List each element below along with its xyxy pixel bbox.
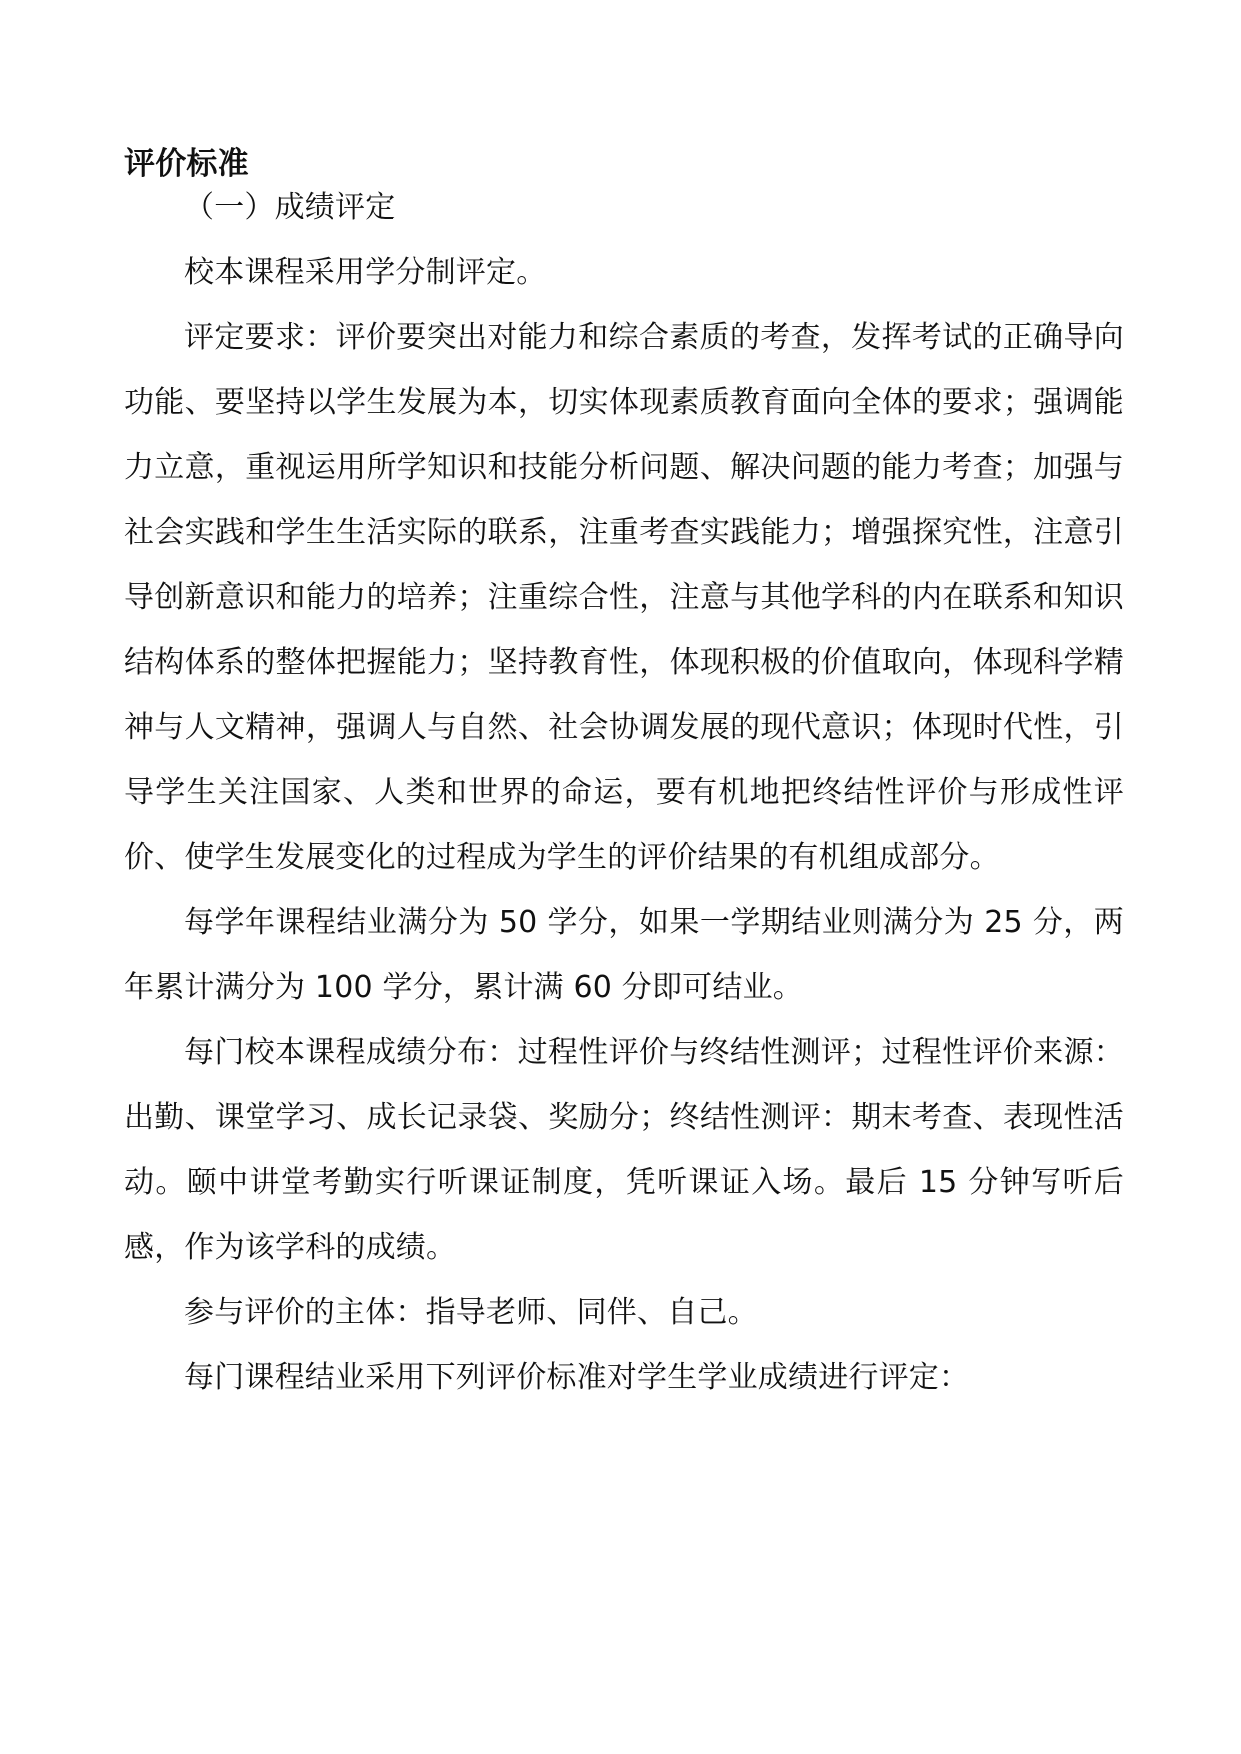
paragraph-standards-intro: 每门课程结业采用下列评价标准对学生学业成绩进行评定： xyxy=(184,1360,970,1395)
document-body xyxy=(124,175,1124,1410)
paragraph-evaluators: 参与评价的主体：指导老师、同伴、自己。 xyxy=(184,1295,758,1330)
paragraph-grade-distribution: 每门校本课程成绩分布：过程性评价与终结性测评；过程性评价来源：出勤、课堂学习、成长记录袋、奖励分；终结性测评：期末考查、表现性活动。颐中讲堂考勤实行听课证制度，凭听课证入场。最后 15 分钟写听后感，作为该学科的成绩。 xyxy=(124,1035,1124,1265)
section-title: （一）成绩评定 xyxy=(184,190,396,225)
document-heading: 评价标准 xyxy=(124,146,249,182)
paragraph-credit-scoring: 每学年课程结业满分为 50 学分，如果一学期结业则满分为 25 分，两年累计满分为 100 学分，累计满 60 分即可结业。 xyxy=(124,905,1124,1005)
paragraph-evaluation-requirements: 评定要求：评价要突出对能力和综合素质的考查，发挥考试的正确导向功能、要坚持以学生发展为本，切实体现素质教育面向全体的要求；强调能力立意，重视运用所学知识和技能分析问题、解决问题的能力考查；加强与社会实践和学生生活实际的联系，注重考查实践能力；增强探究性，注意引导创新意识和能力的培养；注重综合性，注意与其他学科的内在联系和知识结构体系的整体把握能力；坚持教育性，体现积极的价值取向，体现科学精神与人文精神，强调人与自然、社会协调发展的现代意识；体现时代性，引导学生关注国家、人类和世界的命运，要有机地把终结性评价与形成性评价、使学生发展变化的过程成为学生的评价结果的有机组成部分。 xyxy=(124,320,1124,875)
paragraph-credit-system: 校本课程采用学分制评定。 xyxy=(184,255,547,290)
